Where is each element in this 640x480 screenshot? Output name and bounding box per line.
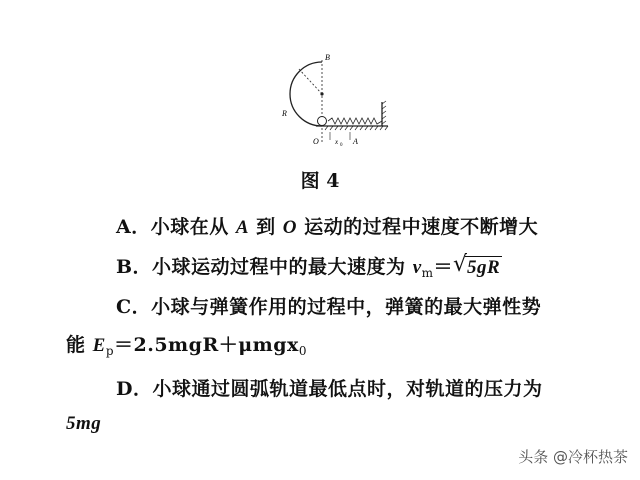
watermark: 头条 @冷杯热茶 [518, 448, 628, 466]
spring [328, 118, 382, 124]
option-c-line1: C．小球与弹簧作用的过程中，弹簧的最大弹性势 [116, 296, 542, 318]
radius-dashed [298, 68, 322, 94]
option-c-e: E [92, 335, 106, 356]
figure-caption: 图 4 [300, 170, 340, 192]
option-b-radicand: 5gR [467, 257, 501, 278]
option-c-formula: ＝2.5mgR＋μmgx [114, 334, 299, 356]
option-a-var-a: A [235, 217, 250, 238]
ball [318, 117, 327, 126]
option-d-line2 [66, 412, 101, 435]
label-A: A [353, 137, 358, 146]
arc-track [290, 62, 322, 126]
label-O: O [313, 137, 319, 146]
option-a [116, 212, 538, 239]
option-c-x-sub: 0 [298, 344, 307, 358]
option-b [116, 252, 502, 279]
option-c-line2-prefix: 能 [66, 334, 93, 356]
label-x0-sub: 0 [340, 143, 343, 148]
option-c-e-sub: p [105, 344, 114, 358]
option-a-var-o: O [282, 217, 298, 238]
option-a-prefix: A．小球在从 [116, 216, 236, 238]
label-R: R [282, 109, 287, 118]
physics-diagram [278, 50, 398, 158]
option-d-line1: D．小球通过圆弧轨道最低点时，对轨道的压力为 [116, 378, 543, 400]
sqrt-expression: √ 5gR [453, 252, 501, 278]
option-c-line2 [66, 330, 307, 357]
option-b-prefix: B．小球运动过程中的最大速度为 [116, 256, 413, 278]
option-b-v-sub: m [421, 266, 434, 280]
option-a-mid: 到 [249, 216, 283, 238]
option-b-v: v [412, 257, 422, 278]
label-B: B [325, 53, 330, 62]
option-d-answer: 5mg [66, 413, 102, 434]
label-x0: x [335, 138, 339, 146]
option-b-eq: ＝ [433, 256, 454, 278]
option-a-suffix: 运动的过程中速度不断增大 [297, 216, 539, 238]
